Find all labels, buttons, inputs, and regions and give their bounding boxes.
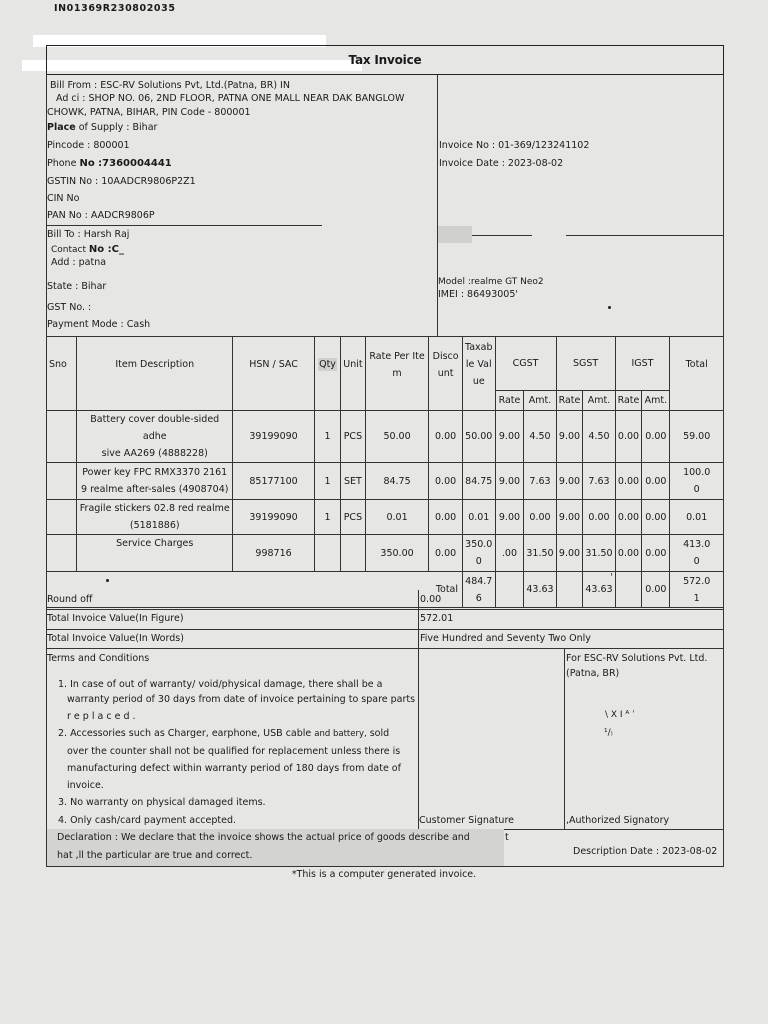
item-sgst-rate: 9.00	[556, 411, 583, 463]
col-unit: Unit	[340, 337, 365, 411]
sgst-rate-head: Rate	[556, 391, 583, 411]
item-cgst-amt: 31.50	[524, 535, 556, 572]
signature-divider	[564, 649, 565, 829]
item-discount: 0.00	[429, 463, 463, 500]
table-header-row	[47, 337, 724, 391]
invoice-number: Invoice No : 01-369/123241102	[439, 140, 590, 151]
igst-rate-head: Rate	[615, 391, 642, 411]
item-total: 0.01	[670, 500, 724, 535]
authorized-signatory: ,Authorized Signatory	[566, 815, 670, 826]
item-taxable: 350.0 0	[463, 535, 496, 572]
customer-gst: GST No. :	[47, 302, 92, 313]
item-cgst-rate: .00	[495, 535, 524, 572]
item-sgst-rate: 9.00	[556, 535, 583, 572]
item-hsn: 39199090	[233, 411, 315, 463]
col-hsn: HSN / SAC	[233, 337, 315, 411]
cgst-amt-head: Amt.	[524, 391, 556, 411]
item-sgst-amt: 7.63	[583, 463, 615, 500]
item-igst-rate: 0.00	[615, 411, 642, 463]
total-figure-label: Total Invoice Value(In Figure)	[47, 613, 184, 624]
totals-igst-amt: 0.00	[642, 572, 670, 608]
item-unit: PCS	[340, 500, 365, 535]
for-company-line1: For ESC-RV Solutions Pvt. Ltd.	[566, 653, 708, 664]
table-row	[47, 463, 724, 500]
item-hsn: 998716	[233, 535, 315, 572]
item-sgst-rate: 9.00	[556, 463, 583, 500]
place-value: of Supply : Bihar	[75, 122, 158, 133]
rule-short	[472, 235, 532, 236]
place-label: Place	[47, 122, 76, 133]
seller-gstin: GSTIN No : 10AADCR9806P2Z1	[47, 176, 196, 187]
description-date: Description Date : 2023-08-02	[573, 846, 718, 857]
col-cgst: CGST	[495, 337, 556, 391]
declaration-tail: t	[505, 832, 509, 843]
item-rate: 350.00	[365, 535, 428, 572]
item-cgst-amt: 4.50	[524, 411, 556, 463]
seller-divider	[46, 225, 322, 226]
col-taxable: Taxab le Val ue	[463, 337, 496, 411]
item-igst-rate: 0.00	[615, 500, 642, 535]
for-company-line2: (Patna, BR)	[566, 668, 620, 679]
item-igst-rate: 0.00	[615, 535, 642, 572]
term-2c: manufacturing defect within warranty period of 180 days from date of	[67, 763, 401, 774]
col-total: Total	[670, 337, 724, 411]
bill-to: Bill To : Harsh Raj	[47, 229, 130, 240]
item-rate: 0.01	[365, 500, 428, 535]
table-row	[47, 535, 724, 572]
col-desc: Item Description	[77, 337, 233, 411]
footer-note: *This is a computer generated invoice.	[291, 869, 477, 880]
grand-total: 572.0 1	[670, 572, 724, 608]
document-id: IN01369R230802035	[54, 3, 176, 14]
phone-value: No :7360004441	[79, 158, 172, 169]
place-of-supply	[47, 122, 157, 134]
bill-from: Bill From : ESC-RV Solutions Pvt, Ltd.(Patna, BR) IN	[50, 80, 290, 91]
tick-mark: '	[610, 572, 614, 583]
customer-state: State : Bihar	[47, 281, 107, 292]
device-imei: IMEI : 86493005'	[438, 289, 519, 300]
item-igst-amt: 0.00	[642, 463, 670, 500]
round-off-label: Round off	[47, 594, 93, 605]
item-desc: Battery cover double-sided adhe sive AA269 (4888228)	[77, 411, 233, 463]
signature-scribble: \ X I ᴬ ˈ	[605, 710, 635, 720]
dot-mark	[608, 306, 611, 309]
items-table	[46, 336, 724, 608]
table-row	[47, 500, 724, 535]
term-1c: r e p l a c e d .	[67, 711, 136, 722]
item-unit: PCS	[340, 411, 365, 463]
term-4: 4. Only cash/card payment accepted.	[58, 815, 237, 826]
item-rate: 50.00	[365, 411, 428, 463]
col-sgst: SGST	[556, 337, 615, 391]
item-qty: 1	[315, 463, 341, 500]
col-discount: Disco unt	[429, 337, 463, 411]
customer-address: Add : patna	[51, 257, 107, 268]
item-discount: 0.00	[429, 411, 463, 463]
item-igst-amt: 0.00	[642, 500, 670, 535]
item-taxable: 84.75	[463, 463, 496, 500]
declaration-line2: hat ,ll the particular are true and correct.	[57, 850, 253, 861]
item-desc: Fragile stickers 02.8 red realme (5181886)	[77, 500, 233, 535]
contact-value: No :C_	[88, 244, 124, 255]
col-igst: IGST	[615, 337, 670, 391]
col-rate: Rate Per Ite m	[365, 337, 428, 411]
item-total: 59.00	[670, 411, 724, 463]
terms-divider	[418, 649, 419, 829]
item-unit: SET	[340, 463, 365, 500]
seller-address-line1: Ad ci : SHOP NO. 06, 2ND FLOOR, PATNA ONE MALL NEAR DAK BANGLOW	[56, 93, 405, 104]
shaded-cell	[438, 226, 472, 243]
item-cgst-rate: 9.00	[495, 411, 524, 463]
sgst-amt-head: Amt.	[583, 391, 615, 411]
summary-divider	[46, 629, 724, 630]
rule-right	[566, 235, 724, 236]
item-cgst-rate: 9.00	[495, 463, 524, 500]
seller-phone	[47, 158, 172, 170]
terms-list	[58, 678, 418, 830]
dot-mark	[106, 579, 109, 582]
col-sno: Sno	[47, 337, 77, 411]
item-desc: Power key FPC RMX3370 2161 9 realme after-sales (4908704)	[77, 463, 233, 500]
term-1a: 1. In case of out of warranty/ void/physical damage, there shall be a	[58, 679, 383, 690]
term-2d: invoice.	[67, 780, 104, 791]
declaration-line1: Declaration : We declare that the invoice shows the actual price of goods describe and	[57, 832, 470, 843]
item-sgst-amt: 0.00	[583, 500, 615, 535]
cgst-rate-head: Rate	[495, 391, 524, 411]
item-qty: 1	[315, 411, 341, 463]
totals-taxable: 484.7 6	[463, 572, 496, 608]
signature-scribble: ¹/₎	[604, 728, 613, 738]
totals-sgst-amt: ' 43.63	[583, 572, 615, 608]
term-2a: 2. Accessories such as Charger, earphone, USB cable and battery, sold	[58, 728, 390, 739]
terms-heading: Terms and Conditions	[47, 653, 150, 664]
contact-label: Contact	[51, 245, 89, 255]
customer-contact	[51, 244, 124, 256]
term-1b: warranty period of 30 days from date of invoice pertaining to spare parts	[67, 694, 416, 705]
item-hsn: 39199090	[233, 500, 315, 535]
phone-label: Phone	[47, 158, 80, 169]
item-discount: 0.00	[429, 500, 463, 535]
seller-pan: PAN No : AADCR9806P	[47, 210, 155, 221]
term-3: 3. No warranty on physical damaged items.	[58, 797, 266, 808]
total-words-value: Five Hundred and Seventy Two Only	[420, 633, 591, 644]
item-total: 100.0 0	[670, 463, 724, 500]
seller-cin: CIN No	[47, 193, 80, 204]
item-igst-rate: 0.00	[615, 463, 642, 500]
totals-label: Total	[47, 572, 463, 608]
total-figure-value: 572.01	[420, 613, 454, 624]
item-taxable: 0.01	[463, 500, 496, 535]
item-qty: 1	[315, 500, 341, 535]
device-model: Model :realme GT Neo2	[438, 277, 544, 287]
item-desc: Service Charges	[77, 535, 233, 572]
item-sgst-amt: 31.50	[583, 535, 615, 572]
invoice-title: Tax Invoice	[46, 45, 724, 75]
total-words-label: Total Invoice Value(In Words)	[47, 633, 184, 644]
item-rate: 84.75	[365, 463, 428, 500]
invoice-date: Invoice Date : 2023-08-02	[439, 158, 564, 169]
summary-col-divider	[418, 590, 419, 649]
item-total: 413.0 0	[670, 535, 724, 572]
item-hsn: 85177100	[233, 463, 315, 500]
item-igst-amt: 0.00	[642, 411, 670, 463]
item-taxable: 50.00	[463, 411, 496, 463]
summary-divider	[46, 609, 724, 610]
item-sgst-rate: 9.00	[556, 500, 583, 535]
table-row	[47, 411, 724, 463]
item-discount: 0.00	[429, 535, 463, 572]
seller-address-line2: CHOWK, PATNA, BIHAR, PIN Code - 800001	[47, 107, 251, 118]
item-cgst-amt: 0.00	[524, 500, 556, 535]
igst-amt-head: Amt.	[642, 391, 670, 411]
round-off-value: 0.00	[420, 594, 442, 605]
col-qty: Qty	[315, 337, 341, 411]
customer-signature: Customer Signature	[419, 815, 514, 826]
item-cgst-rate: 9.00	[495, 500, 524, 535]
term-2b: over the counter shall not be qualified for replacement unless there is	[67, 746, 401, 757]
item-igst-amt: 0.00	[642, 535, 670, 572]
item-cgst-amt: 7.63	[524, 463, 556, 500]
payment-mode: Payment Mode : Cash	[47, 319, 151, 330]
seller-pincode: Pincode : 800001	[47, 140, 130, 151]
item-sgst-amt: 4.50	[583, 411, 615, 463]
totals-cgst-amt: 43.63	[524, 572, 556, 608]
